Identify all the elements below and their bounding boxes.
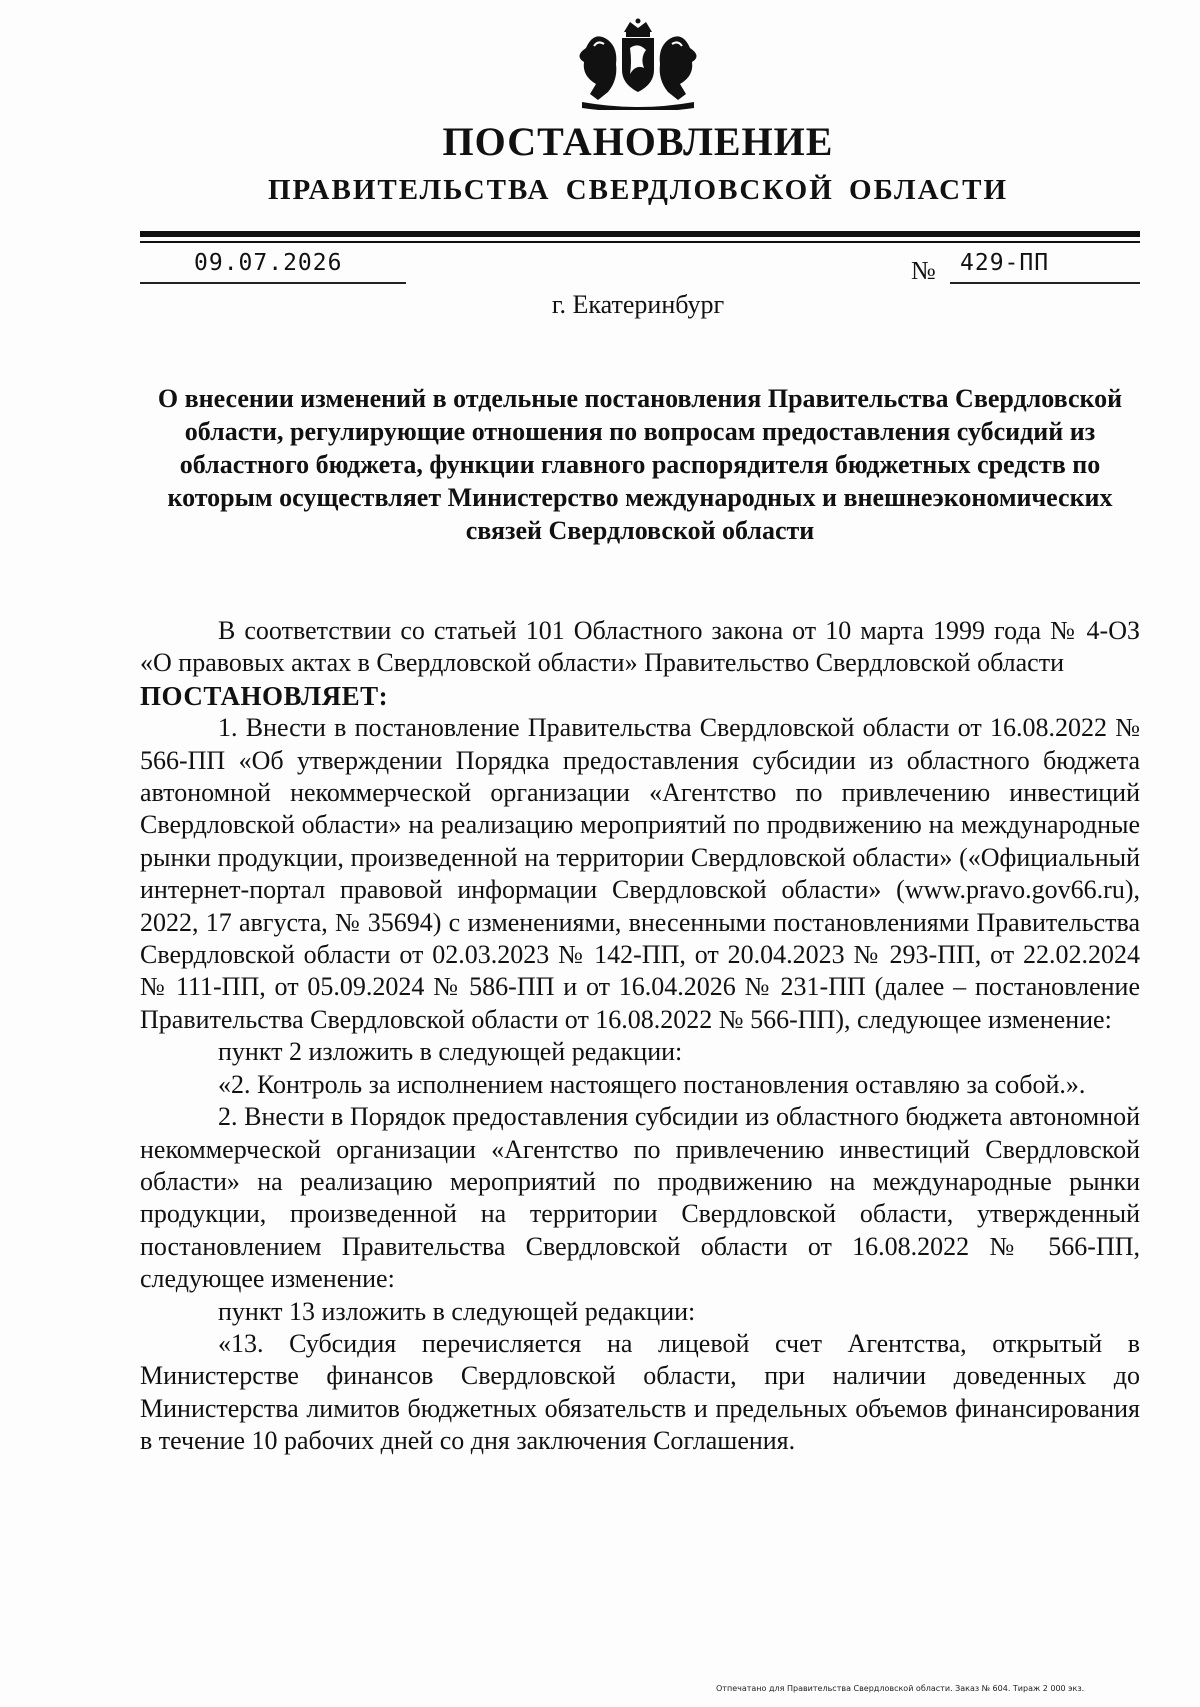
- paragraph-1b: «2. Контроль за исполнением настоящего постановления оставляю за собой.».: [218, 1069, 1086, 1099]
- document-heading: О внесении изменений в отдельные постановления Правительства Свердловской области, регулирующие отношения по вопросам предоставления субсидий из областного бюджета, функции главного распорядителя бюджетных средств по которым осуществляет Министерство международных и внешнеэкономических связей Свердловской области: [157, 384, 1123, 545]
- document-date: 09.07.2026: [194, 250, 343, 276]
- paragraph-2a: пункт 13 изложить в следующей редакции:: [218, 1296, 696, 1326]
- paragraph-1: 1. Внести в постановление Правительства Свердловской области от 16.08.2022 № 566-ПП «Об утверждении Порядка предоставления субсидии из областного бюджета автономной некоммерческой организации «Агентство по привлечению инвестиций Свердловской области» на реализацию мероприятий по продвижению на международные рынки продукции, произведенной на территории Свердловской области» («Официальный интернет-портал правовой информации Свердловской области» (www.pravo.gov66.ru), 2022, 17 августа, № 35694) с изменениями, внесенными постановлениями Правительства Свердловской области от 02.03.2023 № 142-ПП, от 20.04.2023 № 293-ПП, от 22.02.2024 № 111-ПП, от 05.09.2024 № 586-ПП и от 16.04.2026 № 231-ПП (далее – постановление Правительства Свердловской области от 16.08.2022 № 566-ПП), следующее изменение:: [140, 713, 1140, 1034]
- paragraph-1a: пункт 2 изложить в следующей редакции:: [218, 1037, 683, 1067]
- header-rule-thin: [140, 241, 1140, 243]
- header-rule: [140, 231, 1140, 237]
- print-footer: Отпечатано для Правительства Свердловской области. Заказ № 604. Тираж 2 000 экз.: [716, 1684, 1085, 1693]
- number-underline: [950, 282, 1140, 284]
- number-label: №: [911, 256, 936, 285]
- document-title: ПОСТАНОВЛЕНИЕ: [442, 119, 834, 164]
- decree-label: ПОСТАНОВЛЯЕТ:: [140, 680, 389, 711]
- coat-of-arms-icon: [568, 18, 708, 110]
- document-body: [140, 615, 1140, 1458]
- preamble-paragraph: В соответствии со статьей 101 Областного закона от 10 марта 1999 года № 4-ОЗ «О правовых актах в Свердловской области» Правительство Свердловской области: [140, 616, 1140, 678]
- date-underline: [140, 282, 406, 284]
- paragraph-2: 2. Внести в Порядок предоставления субсидии из областного бюджета автономной некоммерческой организации «Агентство по привлечению инвестиций Свердловской области» на реализацию мероприятий по продвижению на международные рынки продукции, произведенной на территории Свердловской области, утвержденный постановлением Правительства Свердловской области от 16.08.2022 № 566-ПП, следующее изменение:: [140, 1102, 1140, 1294]
- document-number: 429-ПП: [960, 250, 1050, 276]
- paragraph-2b: «13. Субсидия перечисляется на лицевой счет Агентства, открытый в Министерстве финансов Свердловской области, при наличии доведенных до Министерства лимитов бюджетных обязательств и предельных объемов финансирования в течение 10 рабочих дней со дня заключения Соглашения.: [140, 1328, 1140, 1456]
- document-subtitle: ПРАВИТЕЛЬСТВА СВЕРДЛОВСКОЙ ОБЛАСТИ: [267, 174, 1009, 206]
- document-city: г. Екатеринбург: [551, 290, 725, 319]
